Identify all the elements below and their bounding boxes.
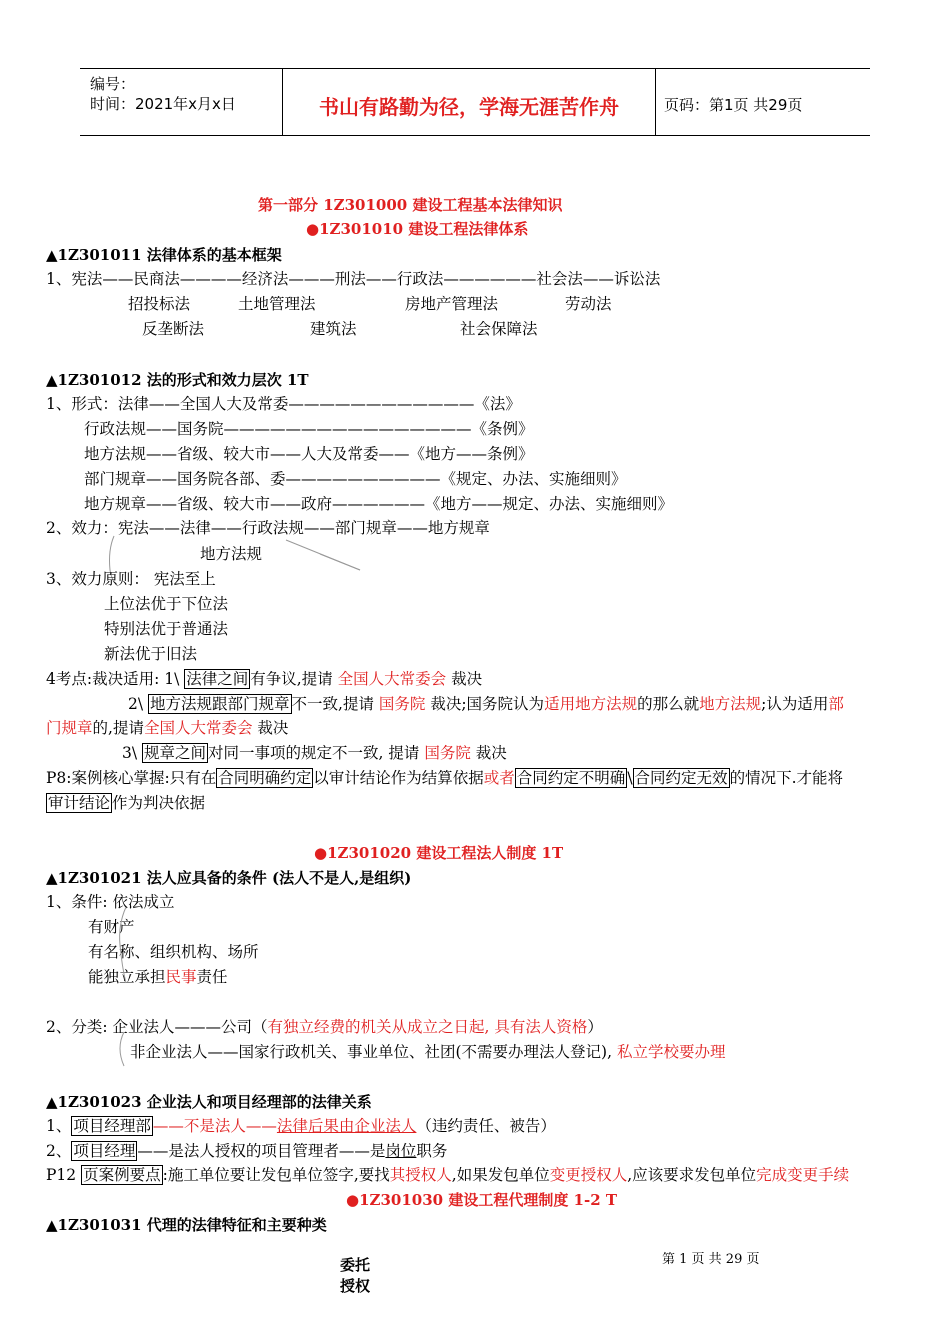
classification-bracket: [108, 1030, 128, 1070]
footer-page-number: 第 1 页 共 29 页: [662, 1252, 760, 1267]
form-line: 地方规章——省级、较大市——政府——————《地方——规定、办法、实施细则》: [84, 495, 674, 513]
law-item: 劳动法: [565, 295, 612, 313]
header-meta-cell: [80, 69, 283, 135]
law-item: 房地产管理法: [405, 295, 499, 313]
boxed-term: 规章之间: [144, 744, 207, 762]
boxed-term: 合同约定不明确: [516, 769, 626, 787]
code-label: 编号：: [90, 75, 136, 93]
boxed-term: 审计结论: [48, 794, 111, 812]
heading-1z301023: ▲1Z301023 企业法人和项目经理部的法律关系: [46, 1093, 372, 1111]
ruling-line-3: 3\ 规章之间 对同一事项的规定不一致, 提请 国务院 裁决: [122, 744, 507, 762]
heading-1z301011: ▲1Z301011 法律体系的基本框架: [46, 246, 282, 264]
law-item: 招投标法: [128, 295, 191, 313]
project-manager-line: 2、 项目经理 ——是法人授权的项目管理者——是岗位职务: [46, 1142, 448, 1160]
form-line: 行政法规——国务院————————————————《条例》: [84, 420, 534, 438]
law-item: 反垄断法: [142, 320, 205, 338]
classification-line: 2、分类: 企业法人———公司（有独立经费的机关从成立之日起, 具有法人资格）: [46, 1018, 603, 1036]
form-line: 部门规章——国务院各部、委——————————《规定、办法、实施细则》: [84, 470, 627, 488]
principle-line: 3、效力原则： 宪法至上: [46, 570, 216, 588]
effect-line: 2、效力：宪法——法律——行政法规——部门规章——地方规章: [46, 519, 490, 537]
p12-case-line: P12 页案例要点 :施工单位要让发包单位签字,要找其授权人,如果发包单位变更授权人,应该要求发包单位完成变更手续: [46, 1166, 850, 1184]
principle-line: 特别法优于普通法: [104, 620, 229, 638]
boxed-term: 地方法规跟部门规章: [150, 695, 290, 713]
form-line: 1、形式：法律——全国人大及常委————————————《法》: [46, 395, 521, 413]
effect-sub-line: 地方法规: [200, 545, 263, 563]
law-item: 土地管理法: [238, 295, 316, 313]
section-title-1z301020: ●1Z301020 建设工程法人制度 1T: [314, 844, 564, 862]
p8-case-line-cont: 审计结论 作为判决依据: [48, 794, 206, 812]
diagram-label-authorize: 授权: [340, 1277, 371, 1295]
boxed-term: 项目经理: [73, 1142, 136, 1160]
heading-1z301031: ▲1Z301031 代理的法律特征和主要种类: [46, 1216, 327, 1234]
principle-line: 新法优于旧法: [104, 645, 198, 663]
ruling-line-1: 4考点:裁决适用: 1\ 法律之间 有争议,提请 全国人大常委会 裁决: [46, 670, 483, 688]
ruling-line-2-cont: 门规章的,提请全国人大常委会 裁决: [46, 719, 289, 737]
condition-bracket: [110, 905, 130, 985]
boxed-term: 合同明确约定: [218, 769, 312, 787]
header-page-cell: [656, 69, 870, 135]
classification-line: 非企业法人——国家行政机关、事业单位、社团(不需要办理法人登记), 私立学校要办理: [130, 1043, 726, 1061]
heading-1z301021: ▲1Z301021 法人应具备的条件 (法人不是人,是组织): [46, 869, 412, 887]
heading-1z301012: ▲1Z301012 法的形式和效力层次 1T: [46, 371, 309, 389]
p8-case-line: P8:案例核心掌握:只有在 合同明确约定 以审计结论作为结算依据或者 合同约定不明确 \ 合同约定无效 的情况下.才能将: [46, 769, 843, 787]
header-motto: 书山有路勤为径，学海无涯苦作舟: [319, 95, 619, 119]
principle-line: 上位法优于下位法: [104, 595, 229, 613]
law-item: 建筑法: [310, 320, 357, 338]
project-manager-dept-line: 1、 项目经理部 ——不是法人——法律后果由企业法人（违约责任、被告）: [46, 1117, 556, 1135]
form-line: 地方法规——省级、较大市——人大及常委——《地方——条例》: [84, 445, 534, 463]
header-page-info: 页码：第1页 共29页: [664, 96, 803, 114]
ruling-line-2: 2\ 地方法规跟部门规章 不一致,提请 国务院 裁决;国务院认为适用地方法规的那么就地方法规;认为适用部: [128, 695, 844, 713]
condition-line: 有财产: [88, 918, 135, 936]
section-title-1z301030: ●1Z301030 建设工程代理制度 1-2 T: [346, 1191, 618, 1209]
diagram-label-entrust: 委托: [340, 1256, 371, 1274]
part-title: 第一部分 1Z301000 建设工程基本法律知识: [258, 196, 563, 214]
boxed-term: 合同约定无效: [634, 769, 728, 787]
header-motto-cell: [283, 69, 656, 135]
law-framework-line: 1、宪法——民商法————经济法———刑法——行政法——————社会法——诉讼法: [46, 270, 661, 288]
law-item: 社会保障法: [460, 320, 538, 338]
condition-line: 有名称、组织机构、场所: [88, 943, 259, 961]
condition-line: 1、条件: 依法成立: [46, 893, 175, 911]
boxed-term: 页案例要点: [83, 1166, 161, 1184]
boxed-term: 法律之间: [186, 670, 249, 688]
condition-line: 能独立承担民事责任: [88, 968, 228, 986]
date-label: 时间：2021年x月x日: [90, 95, 236, 113]
section-title-1z301010: ●1Z301010 建设工程法律体系: [306, 220, 529, 238]
page-header: [80, 68, 870, 136]
boxed-term: 项目经理部: [73, 1117, 151, 1135]
